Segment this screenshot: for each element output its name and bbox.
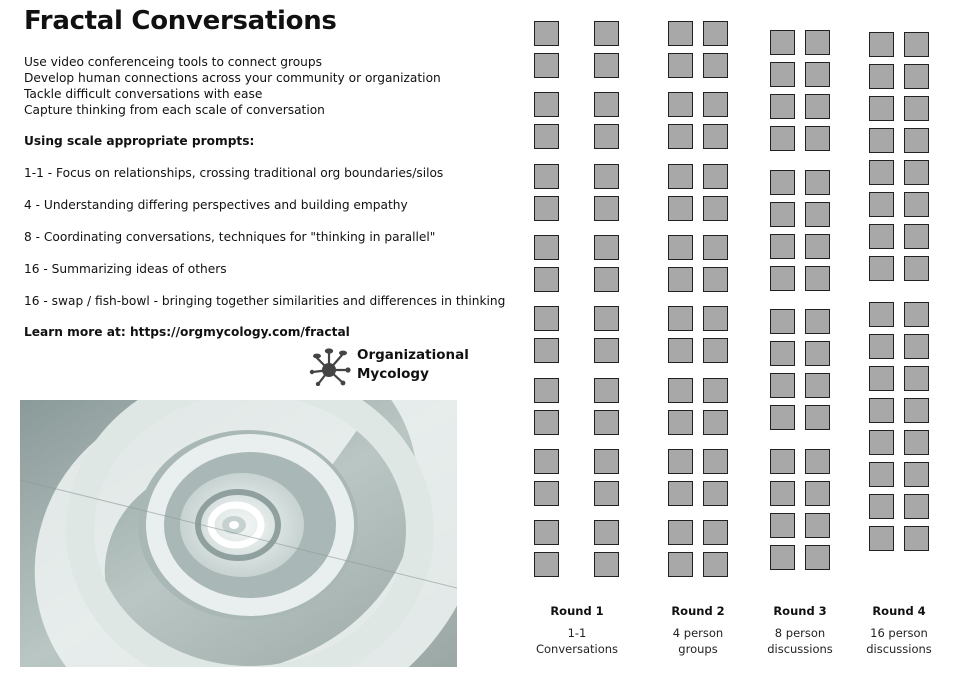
round-4-participant-square — [904, 96, 929, 121]
round-2-description — [643, 625, 753, 657]
logo-text — [357, 346, 469, 384]
round-4-participant-square — [904, 192, 929, 217]
round-1-participant-square — [594, 196, 619, 221]
round-3-participant-square — [770, 126, 795, 151]
round-2-participant-square — [703, 481, 728, 506]
round-4-participant-square — [904, 526, 929, 551]
round-4-participant-square — [869, 128, 894, 153]
round-4-participant-square — [904, 430, 929, 455]
round-2-participant-square — [668, 124, 693, 149]
round-4-participant-square — [869, 160, 894, 185]
round-3-participant-square — [805, 30, 830, 55]
round-3-participant-square — [805, 266, 830, 291]
round-2-participant-square — [703, 164, 728, 189]
round-2-participant-square — [703, 410, 728, 435]
round-2-participant-square — [668, 164, 693, 189]
round-4-participant-square — [904, 462, 929, 487]
round-3-description — [745, 625, 855, 657]
round-3-participant-square — [805, 449, 830, 474]
round-3-participant-square — [805, 202, 830, 227]
round-3-participant-square — [770, 266, 795, 291]
round-1-participant-square — [534, 338, 559, 363]
round-3-participant-square — [770, 234, 795, 259]
round-1-participant-square — [534, 196, 559, 221]
mycelium-network-icon — [309, 346, 353, 386]
round-1-participant-square — [534, 53, 559, 78]
page-title: Fractal Conversations — [24, 6, 337, 36]
round-2-participant-square — [703, 53, 728, 78]
round-4-participant-square — [869, 96, 894, 121]
round-2-participant-square — [668, 267, 693, 292]
round-1-participant-square — [534, 449, 559, 474]
round-4-participant-square — [869, 526, 894, 551]
round-2-participant-square — [668, 378, 693, 403]
round-3-participant-square — [770, 170, 795, 195]
round-2-participant-square — [668, 92, 693, 117]
round-2-participant-square — [668, 235, 693, 260]
round-1-participant-square — [594, 338, 619, 363]
round-3-participant-square — [805, 94, 830, 119]
round-3-participant-square — [805, 170, 830, 195]
round-2-participant-square — [668, 410, 693, 435]
round-1-participant-square — [534, 124, 559, 149]
prompt-8: 8 - Coordinating conversations, techniques for "thinking in parallel" — [24, 230, 436, 244]
round-1-participant-square — [534, 164, 559, 189]
round-3-participant-square — [805, 405, 830, 430]
round-1-description — [522, 625, 632, 657]
round-1-desc-line-1: 1-1 — [567, 626, 587, 640]
round-1-desc-line-2: Conversations — [535, 642, 619, 656]
round-2-participant-square — [703, 306, 728, 331]
round-2-label: Round 2 — [671, 604, 725, 618]
logo-line-2: Mycology — [357, 366, 429, 382]
round-2-participant-square — [703, 520, 728, 545]
round-4-participant-square — [869, 302, 894, 327]
round-4-participant-square — [869, 32, 894, 57]
round-3-participant-square — [770, 309, 795, 334]
round-4-participant-square — [869, 494, 894, 519]
round-1-participant-square — [594, 306, 619, 331]
round-1-participant-square — [534, 552, 559, 577]
round-1-participant-square — [594, 520, 619, 545]
round-3-participant-square — [805, 309, 830, 334]
round-4-description — [844, 625, 954, 657]
learn-more-link[interactable]: Learn more at: https://orgmycology.com/fractal — [24, 325, 350, 339]
round-4-participant-square — [869, 462, 894, 487]
round-2-participant-square — [703, 124, 728, 149]
round-1-participant-square — [534, 306, 559, 331]
round-4-desc-line-1: 16 person — [870, 626, 928, 640]
intro-line: Use video conferenceing tools to connect groups — [24, 55, 322, 69]
round-4-participant-square — [869, 398, 894, 423]
prompts-heading: Using scale appropriate prompts: — [24, 134, 255, 148]
round-2-participant-square — [668, 449, 693, 474]
round-3-desc-line-1: 8 person — [774, 626, 826, 640]
round-2-participant-square — [668, 481, 693, 506]
round-2-participant-square — [668, 338, 693, 363]
round-2-participant-square — [703, 196, 728, 221]
round-3-participant-square — [805, 373, 830, 398]
logo-line-1: Organizational — [357, 347, 469, 363]
round-4-participant-square — [904, 302, 929, 327]
round-3-participant-square — [770, 30, 795, 55]
intro-line: Tackle difficult conversations with ease — [24, 87, 263, 101]
round-1-participant-square — [594, 552, 619, 577]
round-2-participant-square — [703, 338, 728, 363]
round-1-participant-square — [594, 378, 619, 403]
round-2-participant-square — [668, 520, 693, 545]
round-2-desc-line-1: 4 person — [672, 626, 724, 640]
round-2-participant-square — [703, 235, 728, 260]
round-1-participant-square — [594, 410, 619, 435]
round-1-participant-square — [534, 481, 559, 506]
round-4-participant-square — [904, 256, 929, 281]
intro-line: Develop human connections across your community or organization — [24, 71, 441, 85]
round-4-participant-square — [869, 366, 894, 391]
round-1-participant-square — [594, 21, 619, 46]
round-2-participant-square — [703, 449, 728, 474]
round-3-participant-square — [805, 481, 830, 506]
round-2-participant-square — [668, 21, 693, 46]
round-1-participant-square — [534, 92, 559, 117]
round-4-participant-square — [904, 334, 929, 359]
round-2-participant-square — [668, 53, 693, 78]
round-3-participant-square — [770, 513, 795, 538]
round-2-participant-square — [703, 92, 728, 117]
prompt-4: 4 - Understanding differing perspectives and building empathy — [24, 198, 408, 212]
round-2-participant-square — [703, 378, 728, 403]
org-mycology-logo — [309, 344, 469, 386]
intro-line: Capture thinking from each scale of conversation — [24, 103, 325, 117]
round-3-participant-square — [805, 62, 830, 87]
round-3-participant-square — [770, 449, 795, 474]
round-1-participant-square — [594, 92, 619, 117]
round-4-participant-square — [904, 128, 929, 153]
round-3-participant-square — [805, 341, 830, 366]
prompt-1-1: 1-1 - Focus on relationships, crossing traditional org boundaries/silos — [24, 166, 444, 180]
round-4-participant-square — [869, 64, 894, 89]
round-3-label: Round 3 — [773, 604, 827, 618]
round-1-participant-square — [594, 449, 619, 474]
round-3-participant-square — [770, 341, 795, 366]
round-4-label: Round 4 — [872, 604, 926, 618]
intro-list — [24, 54, 441, 118]
round-1-participant-square — [594, 164, 619, 189]
round-2-participant-square — [703, 267, 728, 292]
round-4-participant-square — [904, 398, 929, 423]
prompt-16: 16 - Summarizing ideas of others — [24, 262, 227, 276]
round-4-participant-square — [869, 256, 894, 281]
round-4-participant-square — [869, 334, 894, 359]
rounds-diagram — [520, 0, 960, 679]
round-1-participant-square — [534, 235, 559, 260]
round-3-participant-square — [770, 202, 795, 227]
round-3-participant-square — [770, 545, 795, 570]
round-1-participant-square — [594, 53, 619, 78]
round-3-participant-square — [770, 94, 795, 119]
round-3-participant-square — [805, 234, 830, 259]
round-3-desc-line-2: discussions — [767, 642, 833, 656]
round-4-participant-square — [904, 366, 929, 391]
round-1-participant-square — [534, 21, 559, 46]
round-3-participant-square — [805, 513, 830, 538]
round-1-participant-square — [534, 267, 559, 292]
round-3-participant-square — [770, 62, 795, 87]
round-4-participant-square — [869, 430, 894, 455]
round-2-participant-square — [668, 552, 693, 577]
round-2-participant-square — [703, 21, 728, 46]
round-4-participant-square — [904, 494, 929, 519]
round-2-participant-square — [668, 306, 693, 331]
round-4-participant-square — [904, 160, 929, 185]
round-2-participant-square — [703, 552, 728, 577]
round-3-participant-square — [770, 481, 795, 506]
round-1-label: Round 1 — [550, 604, 604, 618]
round-4-participant-square — [904, 64, 929, 89]
round-2-participant-square — [668, 196, 693, 221]
round-1-participant-square — [534, 378, 559, 403]
round-4-desc-line-2: discussions — [866, 642, 932, 656]
round-3-participant-square — [805, 126, 830, 151]
round-2-desc-line-2: groups — [678, 642, 718, 656]
round-4-participant-square — [869, 192, 894, 217]
round-1-participant-square — [534, 410, 559, 435]
round-4-participant-square — [904, 32, 929, 57]
round-4-participant-square — [869, 224, 894, 249]
round-3-participant-square — [770, 373, 795, 398]
round-4-participant-square — [904, 224, 929, 249]
round-1-participant-square — [534, 520, 559, 545]
round-1-participant-square — [594, 481, 619, 506]
round-1-participant-square — [594, 267, 619, 292]
spiral-staircase-photo — [20, 400, 457, 667]
round-1-participant-square — [594, 124, 619, 149]
round-3-participant-square — [770, 405, 795, 430]
round-1-participant-square — [594, 235, 619, 260]
round-3-participant-square — [805, 545, 830, 570]
prompt-16-swap: 16 - swap / fish-bowl - bringing together similarities and differences in thinking — [24, 294, 506, 308]
